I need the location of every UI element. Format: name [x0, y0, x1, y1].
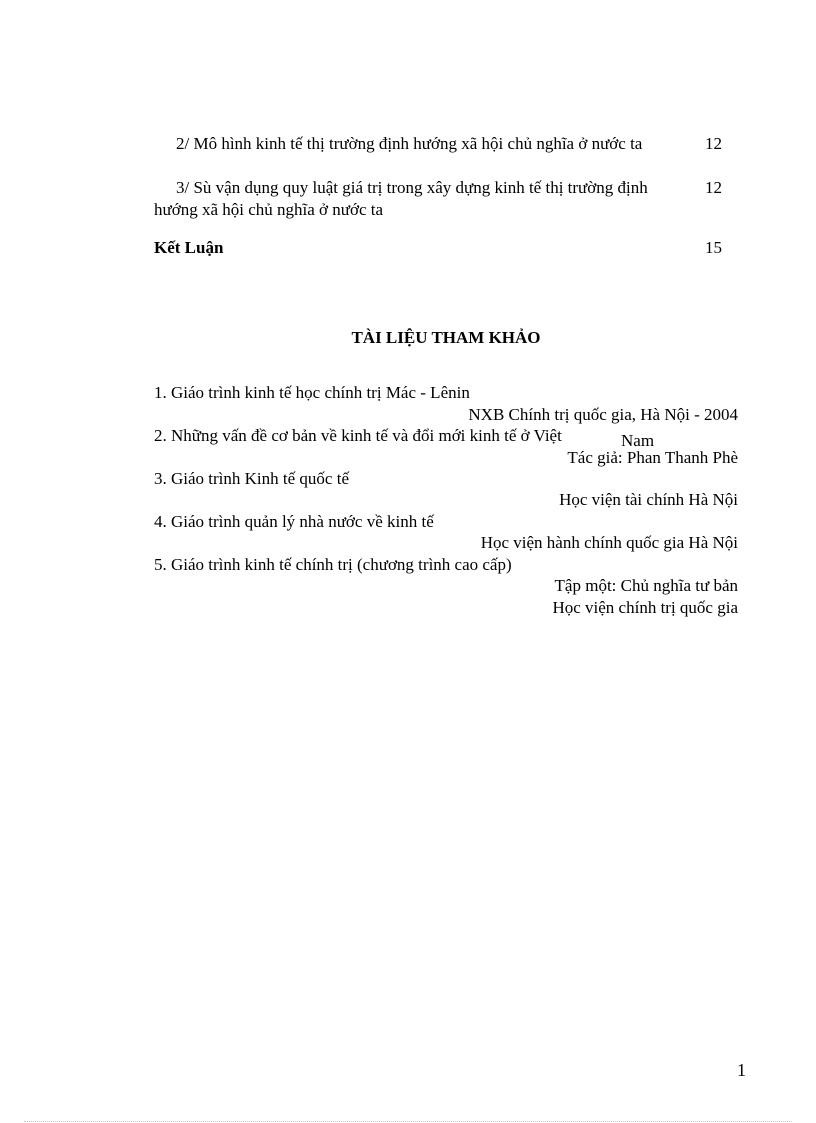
- toc-item: [154, 133, 722, 155]
- reference-title: 3. Giáo trình Kinh tế quốc tế: [154, 469, 349, 488]
- reference-title: 2. Những vấn đề cơ bản về kinh tế và đổi mới kinh tế ở Việt: [154, 426, 562, 445]
- toc-item-text: 2/ Mô hình kinh tế thị trường định hướng xã hội chủ nghĩa ở nước ta: [176, 134, 643, 153]
- reference-title: 1. Giáo trình kinh tế học chính trị Mác - Lênin: [154, 383, 470, 402]
- toc-conclusion-page: 15: [705, 238, 722, 257]
- reference-title: 5. Giáo trình kinh tế chính trị (chương trình cao cấp): [154, 555, 512, 574]
- toc-item-text: 3/ Sù vận dụng quy luật giá trị trong xây dựng kinh tế thị trường định hướng xã hội chủ nghĩa ở nước ta: [154, 178, 648, 219]
- toc-item: [154, 177, 722, 221]
- reference-source: Học viện hành chính quốc gia Hà Nội: [480, 533, 738, 552]
- page-number: 1: [737, 1060, 746, 1080]
- reference-title: 4. Giáo trình quản lý nhà nước về kinh tế: [154, 512, 434, 531]
- reference-source: Tác giả: Phan Thanh Phè: [567, 448, 738, 467]
- reference-source: Học viện chính trị quốc gia: [552, 598, 738, 617]
- references-heading: TÀI LIỆU THAM KHẢO: [351, 328, 541, 347]
- toc-item-page: 12: [705, 134, 722, 153]
- toc-conclusion-label: Kết Luận: [154, 238, 224, 257]
- reference-source: Học viện tài chính Hà Nội: [559, 490, 738, 509]
- reference-title-tail: Nam: [621, 431, 655, 450]
- toc-conclusion: [154, 237, 722, 259]
- page-bottom-divider: [24, 1121, 792, 1122]
- reference-source: Tập một: Chủ nghĩa tư bản: [554, 576, 738, 595]
- reference-source: NXB Chính trị quốc gia, Hà Nội - 2004: [468, 405, 738, 424]
- toc-item-page: 12: [705, 178, 722, 197]
